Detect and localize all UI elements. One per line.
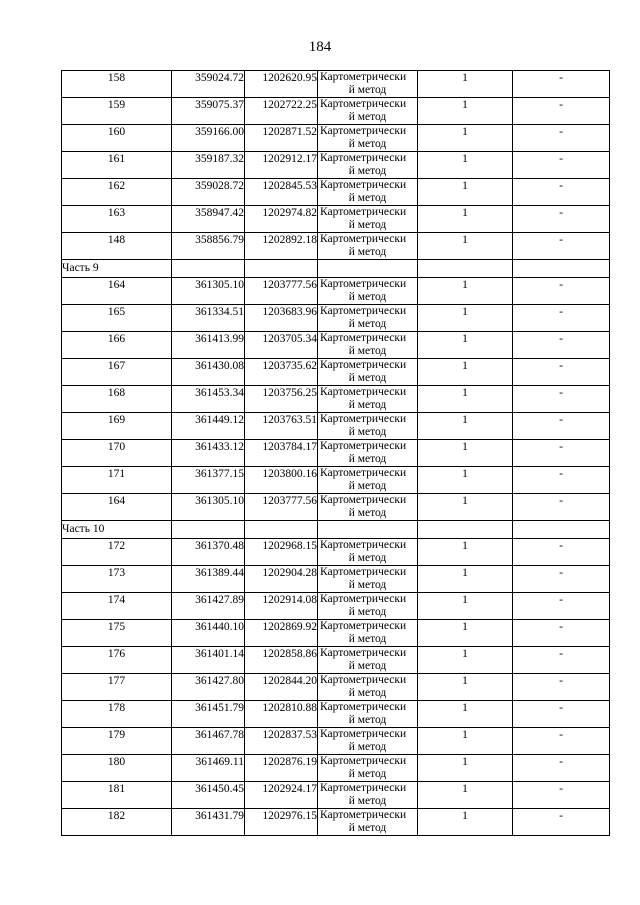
method-line-2: й метод <box>348 822 387 834</box>
note-cell: - <box>513 278 610 305</box>
note-cell: - <box>513 809 610 836</box>
method-line-2: й метод <box>348 606 387 618</box>
table-row <box>62 98 610 125</box>
point-number-cell: 166 <box>62 332 172 359</box>
y-coordinate-cell: 1203683.96 <box>245 305 318 332</box>
table-row <box>62 332 610 359</box>
point-number-cell: 174 <box>62 593 172 620</box>
x-coordinate-cell: 361389.44 <box>172 566 245 593</box>
table-row <box>62 440 610 467</box>
point-number-cell: 168 <box>62 386 172 413</box>
y-coordinate-cell: 1203784.17 <box>245 440 318 467</box>
note-cell: - <box>513 98 610 125</box>
table-row <box>62 125 610 152</box>
method-line-1: Картометрически <box>320 413 407 425</box>
y-coordinate-cell: 1203800.16 <box>245 467 318 494</box>
table-row <box>62 755 610 782</box>
y-coordinate-cell: 1203756.25 <box>245 386 318 413</box>
method-line-1: Картометрически <box>320 566 407 578</box>
method-cell <box>318 278 418 305</box>
note-cell: - <box>513 440 610 467</box>
method-line-2: й метод <box>348 426 387 438</box>
x-coordinate-cell: 361433.12 <box>172 440 245 467</box>
point-number-cell: 176 <box>62 647 172 674</box>
method-line-2: й метод <box>348 246 387 258</box>
accuracy-cell: 1 <box>418 386 513 413</box>
x-coordinate-cell: 361469.11 <box>172 755 245 782</box>
note-cell: - <box>513 152 610 179</box>
y-coordinate-cell: 1202845.53 <box>245 179 318 206</box>
note-cell: - <box>513 674 610 701</box>
x-coordinate-cell: 361451.79 <box>172 701 245 728</box>
method-line-2: й метод <box>348 687 387 699</box>
method-line-2: й метод <box>348 453 387 465</box>
table-row <box>62 494 610 521</box>
accuracy-cell: 1 <box>418 620 513 647</box>
method-cell <box>318 386 418 413</box>
method-cell <box>318 440 418 467</box>
y-coordinate-cell: 1202876.19 <box>245 755 318 782</box>
method-line-1: Картометрически <box>320 782 407 794</box>
method-line-2: й метод <box>348 372 387 384</box>
note-cell: - <box>513 413 610 440</box>
method-line-1: Картометрически <box>320 620 407 632</box>
method-line-2: й метод <box>348 138 387 150</box>
y-coordinate-cell: 1203777.56 <box>245 278 318 305</box>
accuracy-cell: 1 <box>418 728 513 755</box>
table-row <box>62 467 610 494</box>
method-line-1: Картометрически <box>320 359 407 371</box>
coordinates-table <box>61 70 610 836</box>
y-coordinate-cell: 1202722.25 <box>245 98 318 125</box>
part-header-row <box>62 260 610 278</box>
method-line-1: Картометрически <box>320 278 407 290</box>
method-cell <box>318 359 418 386</box>
method-cell <box>318 566 418 593</box>
table-row <box>62 233 610 260</box>
x-coordinate-cell: 361427.80 <box>172 674 245 701</box>
empty-cell <box>318 521 418 539</box>
method-line-2: й метод <box>348 741 387 753</box>
table-row <box>62 179 610 206</box>
method-cell <box>318 755 418 782</box>
x-coordinate-cell: 361430.08 <box>172 359 245 386</box>
empty-cell <box>418 260 513 278</box>
note-cell: - <box>513 620 610 647</box>
accuracy-cell: 1 <box>418 566 513 593</box>
method-line-1: Картометрически <box>320 539 407 551</box>
y-coordinate-cell: 1202869.92 <box>245 620 318 647</box>
table-row <box>62 728 610 755</box>
note-cell: - <box>513 71 610 98</box>
note-cell: - <box>513 125 610 152</box>
point-number-cell: 170 <box>62 440 172 467</box>
method-cell <box>318 332 418 359</box>
method-line-1: Картометрически <box>320 728 407 740</box>
note-cell: - <box>513 332 610 359</box>
method-cell <box>318 206 418 233</box>
method-line-1: Картометрически <box>320 809 407 821</box>
point-number-cell: 178 <box>62 701 172 728</box>
method-cell <box>318 125 418 152</box>
accuracy-cell: 1 <box>418 755 513 782</box>
y-coordinate-cell: 1202974.82 <box>245 206 318 233</box>
method-cell <box>318 179 418 206</box>
table-row <box>62 701 610 728</box>
method-line-1: Картометрически <box>320 71 407 83</box>
point-number-cell: 169 <box>62 413 172 440</box>
note-cell: - <box>513 647 610 674</box>
note-cell: - <box>513 782 610 809</box>
method-line-2: й метод <box>348 111 387 123</box>
accuracy-cell: 1 <box>418 359 513 386</box>
method-cell <box>318 620 418 647</box>
table-row <box>62 413 610 440</box>
table-row <box>62 152 610 179</box>
method-line-1: Картометрически <box>320 386 407 398</box>
method-cell <box>318 71 418 98</box>
method-cell <box>318 674 418 701</box>
method-line-2: й метод <box>348 219 387 231</box>
table-row <box>62 782 610 809</box>
note-cell: - <box>513 701 610 728</box>
point-number-cell: 177 <box>62 674 172 701</box>
point-number-cell: 159 <box>62 98 172 125</box>
x-coordinate-cell: 359024.72 <box>172 71 245 98</box>
method-line-1: Картометрически <box>320 332 407 344</box>
point-number-cell: 165 <box>62 305 172 332</box>
note-cell: - <box>513 494 610 521</box>
method-line-2: й метод <box>348 318 387 330</box>
method-line-2: й метод <box>348 84 387 96</box>
y-coordinate-cell: 1203735.62 <box>245 359 318 386</box>
method-cell <box>318 152 418 179</box>
x-coordinate-cell: 361440.10 <box>172 620 245 647</box>
method-line-1: Картометрически <box>320 674 407 686</box>
table-row <box>62 278 610 305</box>
method-cell <box>318 467 418 494</box>
table-row <box>62 593 610 620</box>
note-cell: - <box>513 233 610 260</box>
x-coordinate-cell: 361305.10 <box>172 278 245 305</box>
method-cell <box>318 233 418 260</box>
accuracy-cell: 1 <box>418 440 513 467</box>
empty-cell <box>418 521 513 539</box>
x-coordinate-cell: 359028.72 <box>172 179 245 206</box>
table-row <box>62 647 610 674</box>
point-number-cell: 160 <box>62 125 172 152</box>
x-coordinate-cell: 361449.12 <box>172 413 245 440</box>
method-line-2: й метод <box>348 633 387 645</box>
part-label: Часть 10 <box>62 521 172 539</box>
point-number-cell: 164 <box>62 494 172 521</box>
method-line-1: Картометрически <box>320 179 407 191</box>
method-line-1: Картометрически <box>320 305 407 317</box>
empty-cell <box>513 521 610 539</box>
empty-cell <box>245 521 318 539</box>
accuracy-cell: 1 <box>418 305 513 332</box>
method-line-2: й метод <box>348 345 387 357</box>
table-row <box>62 206 610 233</box>
method-line-1: Картометрически <box>320 233 407 245</box>
x-coordinate-cell: 359187.32 <box>172 152 245 179</box>
accuracy-cell: 1 <box>418 782 513 809</box>
accuracy-cell: 1 <box>418 701 513 728</box>
part-label: Часть 9 <box>62 260 172 278</box>
method-cell <box>318 305 418 332</box>
method-line-2: й метод <box>348 552 387 564</box>
y-coordinate-cell: 1202620.95 <box>245 71 318 98</box>
note-cell: - <box>513 386 610 413</box>
accuracy-cell: 1 <box>418 98 513 125</box>
method-cell <box>318 782 418 809</box>
method-line-2: й метод <box>348 192 387 204</box>
y-coordinate-cell: 1202871.52 <box>245 125 318 152</box>
method-cell <box>318 647 418 674</box>
page-number: 184 <box>308 39 332 55</box>
accuracy-cell: 1 <box>418 278 513 305</box>
empty-cell <box>172 521 245 539</box>
y-coordinate-cell: 1202976.15 <box>245 809 318 836</box>
y-coordinate-cell: 1203763.51 <box>245 413 318 440</box>
point-number-cell: 161 <box>62 152 172 179</box>
method-line-1: Картометрически <box>320 440 407 452</box>
method-line-1: Картометрически <box>320 647 407 659</box>
note-cell: - <box>513 593 610 620</box>
accuracy-cell: 1 <box>418 674 513 701</box>
note-cell: - <box>513 467 610 494</box>
empty-cell <box>318 260 418 278</box>
y-coordinate-cell: 1202912.17 <box>245 152 318 179</box>
method-line-1: Картометрически <box>320 206 407 218</box>
empty-cell <box>245 260 318 278</box>
y-coordinate-cell: 1202844.20 <box>245 674 318 701</box>
point-number-cell: 162 <box>62 179 172 206</box>
note-cell: - <box>513 206 610 233</box>
x-coordinate-cell: 359166.00 <box>172 125 245 152</box>
point-number-cell: 163 <box>62 206 172 233</box>
point-number-cell: 181 <box>62 782 172 809</box>
x-coordinate-cell: 358947.42 <box>172 206 245 233</box>
note-cell: - <box>513 539 610 566</box>
point-number-cell: 182 <box>62 809 172 836</box>
empty-cell <box>172 260 245 278</box>
accuracy-cell: 1 <box>418 152 513 179</box>
accuracy-cell: 1 <box>418 71 513 98</box>
note-cell: - <box>513 305 610 332</box>
method-cell <box>318 539 418 566</box>
y-coordinate-cell: 1202914.08 <box>245 593 318 620</box>
method-cell <box>318 809 418 836</box>
accuracy-cell: 1 <box>418 179 513 206</box>
x-coordinate-cell: 361450.45 <box>172 782 245 809</box>
method-line-1: Картометрически <box>320 98 407 110</box>
x-coordinate-cell: 361427.89 <box>172 593 245 620</box>
x-coordinate-cell: 361467.78 <box>172 728 245 755</box>
accuracy-cell: 1 <box>418 206 513 233</box>
accuracy-cell: 1 <box>418 233 513 260</box>
y-coordinate-cell: 1202968.15 <box>245 539 318 566</box>
table-row <box>62 359 610 386</box>
point-number-cell: 180 <box>62 755 172 782</box>
method-line-2: й метод <box>348 291 387 303</box>
y-coordinate-cell: 1203777.56 <box>245 494 318 521</box>
method-line-2: й метод <box>348 399 387 411</box>
method-line-1: Картометрически <box>320 701 407 713</box>
method-line-2: й метод <box>348 165 387 177</box>
method-line-1: Картометрически <box>320 125 407 137</box>
coordinates-table-body <box>62 71 610 836</box>
method-cell <box>318 413 418 440</box>
note-cell: - <box>513 179 610 206</box>
note-cell: - <box>513 566 610 593</box>
method-line-1: Картометрически <box>320 467 407 479</box>
x-coordinate-cell: 361401.14 <box>172 647 245 674</box>
table-row <box>62 539 610 566</box>
method-line-2: й метод <box>348 480 387 492</box>
y-coordinate-cell: 1202924.17 <box>245 782 318 809</box>
method-cell <box>318 701 418 728</box>
table-row <box>62 71 610 98</box>
method-line-2: й метод <box>348 714 387 726</box>
x-coordinate-cell: 361431.79 <box>172 809 245 836</box>
y-coordinate-cell: 1202810.88 <box>245 701 318 728</box>
accuracy-cell: 1 <box>418 647 513 674</box>
x-coordinate-cell: 361453.34 <box>172 386 245 413</box>
point-number-cell: 175 <box>62 620 172 647</box>
accuracy-cell: 1 <box>418 809 513 836</box>
x-coordinate-cell: 361413.99 <box>172 332 245 359</box>
point-number-cell: 172 <box>62 539 172 566</box>
note-cell: - <box>513 728 610 755</box>
method-line-2: й метод <box>348 795 387 807</box>
accuracy-cell: 1 <box>418 125 513 152</box>
accuracy-cell: 1 <box>418 494 513 521</box>
point-number-cell: 173 <box>62 566 172 593</box>
table-row <box>62 674 610 701</box>
note-cell: - <box>513 359 610 386</box>
method-cell <box>318 98 418 125</box>
table-row <box>62 809 610 836</box>
y-coordinate-cell: 1202892.18 <box>245 233 318 260</box>
x-coordinate-cell: 361370.48 <box>172 539 245 566</box>
method-line-1: Картометрически <box>320 494 407 506</box>
method-line-1: Картометрически <box>320 755 407 767</box>
x-coordinate-cell: 359075.37 <box>172 98 245 125</box>
table-row <box>62 305 610 332</box>
accuracy-cell: 1 <box>418 593 513 620</box>
accuracy-cell: 1 <box>418 539 513 566</box>
table-row <box>62 386 610 413</box>
point-number-cell: 167 <box>62 359 172 386</box>
x-coordinate-cell: 361377.15 <box>172 467 245 494</box>
accuracy-cell: 1 <box>418 467 513 494</box>
part-header-row <box>62 521 610 539</box>
point-number-cell: 158 <box>62 71 172 98</box>
point-number-cell: 179 <box>62 728 172 755</box>
method-line-2: й метод <box>348 660 387 672</box>
note-cell: - <box>513 755 610 782</box>
y-coordinate-cell: 1202858.86 <box>245 647 318 674</box>
point-number-cell: 164 <box>62 278 172 305</box>
empty-cell <box>513 260 610 278</box>
method-cell <box>318 728 418 755</box>
table-row <box>62 620 610 647</box>
accuracy-cell: 1 <box>418 413 513 440</box>
method-line-1: Картометрически <box>320 152 407 164</box>
method-line-2: й метод <box>348 768 387 780</box>
method-cell <box>318 593 418 620</box>
method-line-1: Картометрически <box>320 593 407 605</box>
x-coordinate-cell: 361334.51 <box>172 305 245 332</box>
y-coordinate-cell: 1202837.53 <box>245 728 318 755</box>
table-row <box>62 566 610 593</box>
y-coordinate-cell: 1203705.34 <box>245 332 318 359</box>
method-cell <box>318 494 418 521</box>
x-coordinate-cell: 361305.10 <box>172 494 245 521</box>
point-number-cell: 148 <box>62 233 172 260</box>
point-number-cell: 171 <box>62 467 172 494</box>
method-line-2: й метод <box>348 579 387 591</box>
method-line-2: й метод <box>348 507 387 519</box>
accuracy-cell: 1 <box>418 332 513 359</box>
x-coordinate-cell: 358856.79 <box>172 233 245 260</box>
y-coordinate-cell: 1202904.28 <box>245 566 318 593</box>
